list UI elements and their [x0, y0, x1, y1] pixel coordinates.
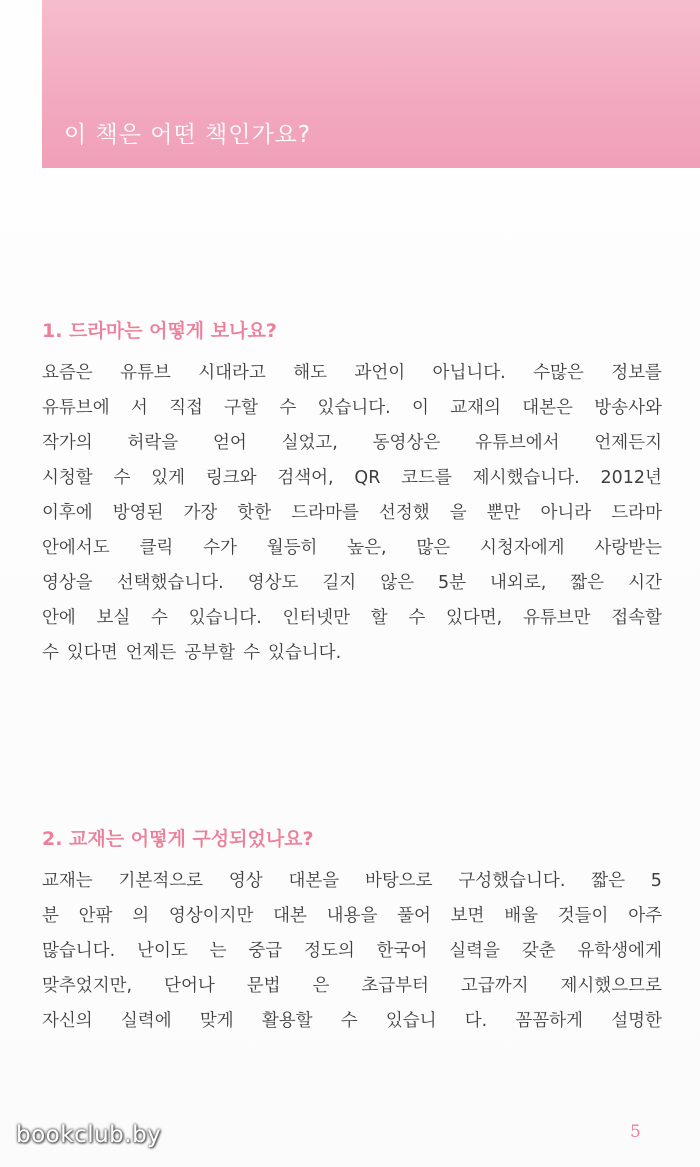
text-line: 분 안팎 의 영상이지만 대본 내용을 풀어 보면 배울 것들이 아주 — [42, 906, 662, 926]
text-line: 맞추었지만, 단어나 문법 은 초급부터 고급까지 제시했으므로 — [42, 976, 662, 996]
text-line: 영상을 선택했습니다. 영상도 길지 않은 5분 내외로, 짧은 시간 — [42, 573, 662, 593]
section-body — [42, 356, 662, 671]
section-body — [42, 864, 662, 1039]
section-1 — [42, 316, 662, 671]
page-number: 5 — [630, 1122, 641, 1142]
page-title: 이 책은 어떤 책인가요? — [64, 122, 312, 148]
section-2 — [42, 824, 662, 1039]
text-line: 안에 보실 수 있습니다. 인터넷만 할 수 있다면, 유튜브만 접속할 — [42, 608, 662, 628]
section-heading: 1. 드라마는 어떻게 보나요? — [42, 320, 277, 342]
text-line: 시청할 수 있게 링크와 검색어, QR 코드를 제시했습니다. 2012년 — [42, 468, 662, 488]
text-line: 자신의 실력에 맞게 활용할 수 있습니 다. 꼼꼼하게 설명한 — [42, 1011, 662, 1031]
header-band — [42, 0, 700, 168]
text-line: 유튜브에 서 직접 구할 수 있습니다. 이 교재의 대본은 방송사와 — [42, 398, 662, 418]
text-line: 많습니다. 난이도 는 중급 정도의 한국어 실력을 갖춘 유학생에게 — [42, 941, 662, 961]
text-line: 이후에 방영된 가장 핫한 드라마를 선정했 을 뿐만 아니라 드라마 — [42, 503, 662, 523]
text-line: 교재는 기본적으로 영상 대본을 바탕으로 구성했습니다. 짧은 5 — [42, 871, 662, 891]
watermark: bookclub.by — [16, 1122, 162, 1148]
section-heading: 2. 교재는 어떻게 구성되었나요? — [42, 828, 314, 850]
text-line: 수 있다면 언제든 공부할 수 있습니다. — [42, 643, 342, 663]
text-line: 작가의 허락을 얻어 실었고, 동영상은 유튜브에서 언제든지 — [42, 433, 662, 453]
text-line: 안에서도 클릭 수가 월등히 높은, 많은 시청자에게 사랑받는 — [42, 538, 662, 558]
text-line: 요즘은 유튜브 시대라고 해도 과언이 아닙니다. 수많은 정보를 — [42, 363, 662, 383]
